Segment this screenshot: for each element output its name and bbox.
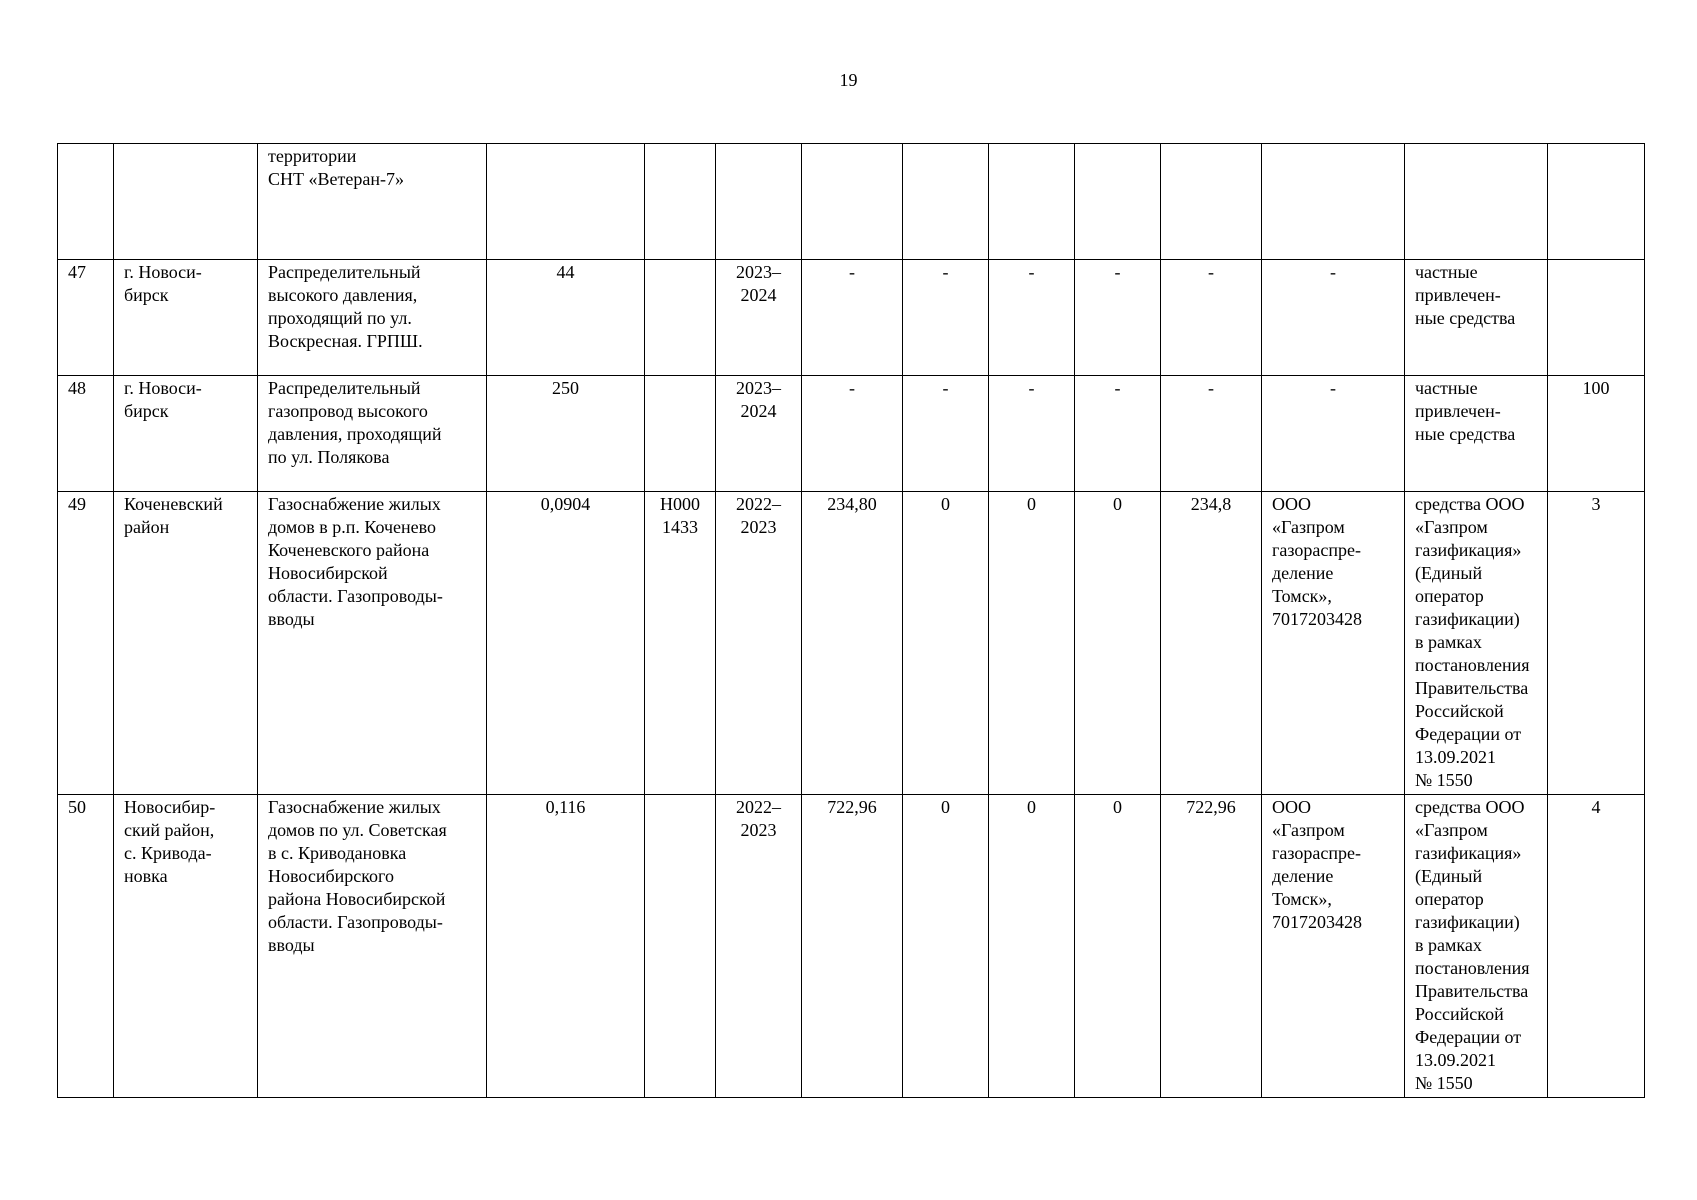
cell-period: 2022– 2023 bbox=[716, 492, 802, 795]
cell-municipality: г. Новоси- бирск bbox=[114, 376, 258, 492]
cell-total: - bbox=[802, 376, 903, 492]
cell-code bbox=[645, 795, 716, 1098]
cell-local: 0 bbox=[1075, 795, 1161, 1098]
cell-extra bbox=[1161, 144, 1262, 260]
cell-source: частные привлечен- ные средства bbox=[1405, 260, 1548, 376]
cell-object: Распределительный высокого давления, проходящий по ул. Воскресная. ГРПШ. bbox=[258, 260, 487, 376]
page-number: 19 bbox=[839, 70, 858, 90]
cell-last: 4 bbox=[1548, 795, 1645, 1098]
cell-num: 49 bbox=[58, 492, 114, 795]
cell-num: 48 bbox=[58, 376, 114, 492]
cell-local bbox=[1075, 144, 1161, 260]
cell-municipality bbox=[114, 144, 258, 260]
cell-last: 100 bbox=[1548, 376, 1645, 492]
table-row bbox=[58, 376, 1645, 492]
cell-num bbox=[58, 144, 114, 260]
cell-num: 50 bbox=[58, 795, 114, 1098]
cell-total bbox=[802, 144, 903, 260]
cell-period: 2023– 2024 bbox=[716, 376, 802, 492]
cell-extra: - bbox=[1161, 260, 1262, 376]
cell-fed: 0 bbox=[903, 492, 989, 795]
cell-code: Н000 1433 bbox=[645, 492, 716, 795]
cell-object: Распределительный газопровод высокого давления, проходящий по ул. Полякова bbox=[258, 376, 487, 492]
cell-code bbox=[645, 376, 716, 492]
cell-extra: - bbox=[1161, 376, 1262, 492]
cell-reg: - bbox=[989, 260, 1075, 376]
cell-total: 722,96 bbox=[802, 795, 903, 1098]
cell-org: - bbox=[1262, 376, 1405, 492]
cell-total: 234,80 bbox=[802, 492, 903, 795]
cell-org bbox=[1262, 144, 1405, 260]
cell-length: 0,116 bbox=[487, 795, 645, 1098]
cell-last: 3 bbox=[1548, 492, 1645, 795]
cell-reg: - bbox=[989, 376, 1075, 492]
cell-last bbox=[1548, 260, 1645, 376]
cell-local: - bbox=[1075, 376, 1161, 492]
cell-object: территории СНТ «Ветеран-7» bbox=[258, 144, 487, 260]
cell-length: 250 bbox=[487, 376, 645, 492]
cell-source: средства ООО «Газпром газификация» (Единый оператор газификации) в рамках постановления Правительства Российской Федерации от 13.09.2021 № 1550 bbox=[1405, 492, 1548, 795]
cell-reg: 0 bbox=[989, 492, 1075, 795]
cell-local: - bbox=[1075, 260, 1161, 376]
cell-municipality: Коченевский район bbox=[114, 492, 258, 795]
cell-fed: - bbox=[903, 260, 989, 376]
cell-source bbox=[1405, 144, 1548, 260]
table-row bbox=[58, 492, 1645, 795]
table-row bbox=[58, 260, 1645, 376]
cell-reg: 0 bbox=[989, 795, 1075, 1098]
table-row bbox=[58, 144, 1645, 260]
cell-code bbox=[645, 144, 716, 260]
cell-fed bbox=[903, 144, 989, 260]
cell-extra: 234,8 bbox=[1161, 492, 1262, 795]
cell-org: ООО «Газпром газораспре- деление Томск», 7017203428 bbox=[1262, 492, 1405, 795]
cell-total: - bbox=[802, 260, 903, 376]
cell-local: 0 bbox=[1075, 492, 1161, 795]
cell-org: ООО «Газпром газораспре- деление Томск», 7017203428 bbox=[1262, 795, 1405, 1098]
cell-length: 44 bbox=[487, 260, 645, 376]
cell-source: средства ООО «Газпром газификация» (Единый оператор газификации) в рамках постановления Правительства Российской Федерации от 13.09.2021 № 1550 bbox=[1405, 795, 1548, 1098]
cell-last bbox=[1548, 144, 1645, 260]
cell-num: 47 bbox=[58, 260, 114, 376]
cell-reg bbox=[989, 144, 1075, 260]
cell-period: 2022– 2023 bbox=[716, 795, 802, 1098]
cell-fed: 0 bbox=[903, 795, 989, 1098]
cell-municipality: Новосибир- ский район, с. Кривода- новка bbox=[114, 795, 258, 1098]
cell-length bbox=[487, 144, 645, 260]
cell-length: 0,0904 bbox=[487, 492, 645, 795]
cell-object: Газоснабжение жилых домов в р.п. Коченево Коченевского района Новосибирской области. Газопроводы- вводы bbox=[258, 492, 487, 795]
cell-fed: - bbox=[903, 376, 989, 492]
cell-municipality: г. Новоси- бирск bbox=[114, 260, 258, 376]
gasification-table bbox=[57, 143, 1645, 1098]
cell-org: - bbox=[1262, 260, 1405, 376]
cell-extra: 722,96 bbox=[1161, 795, 1262, 1098]
cell-period: 2023– 2024 bbox=[716, 260, 802, 376]
cell-source: частные привлечен- ные средства bbox=[1405, 376, 1548, 492]
cell-code bbox=[645, 260, 716, 376]
cell-object: Газоснабжение жилых домов по ул. Советская в с. Криводановка Новосибирского района Новосибирской области. Газопроводы- вводы bbox=[258, 795, 487, 1098]
table-row bbox=[58, 795, 1645, 1098]
cell-period bbox=[716, 144, 802, 260]
